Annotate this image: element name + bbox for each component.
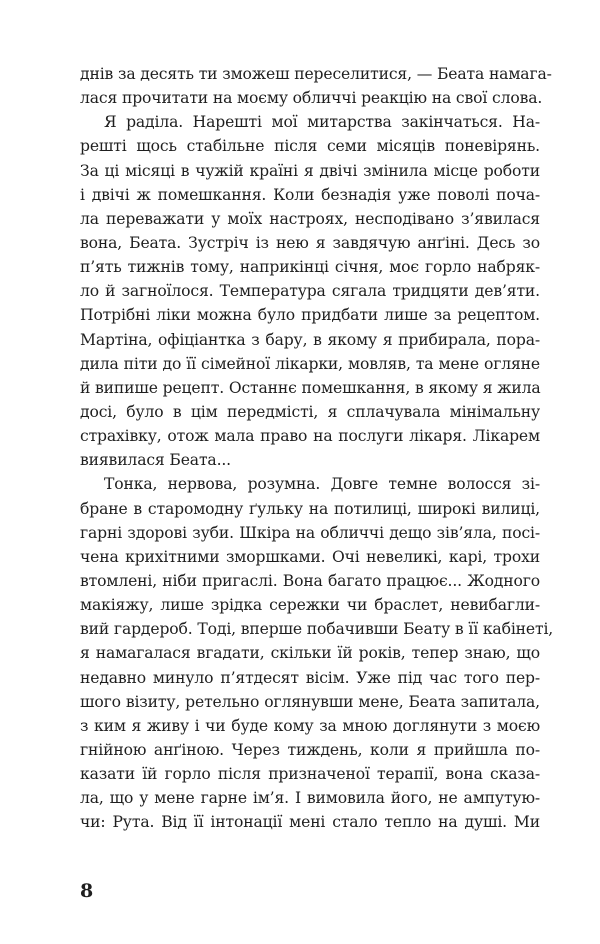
text-line: Потрібні ліки можна було придбати лише за рецептом. xyxy=(80,306,540,325)
text-line: ло й загноїлося. Температура сягала тридцяти дев’яти. xyxy=(80,282,540,301)
text-line: я намагалася вгадати, скільки їй років, тепер знаю, що xyxy=(80,644,540,663)
text-line: з ким я живу і чи буде кому за мною доглянути з моєю xyxy=(80,716,540,735)
text-line: гарні здорові зуби. Шкіра на обличчі дещо зів’яла, посі- xyxy=(80,523,540,542)
text-line: втомлені, ніби пригаслі. Вона багато працює... Жодного xyxy=(80,571,540,590)
text-line: вий гардероб. Тоді, вперше побачивши Беату в її кабінеті, xyxy=(80,620,554,639)
text-line: ла, що у мене гарне ім’я. І вимовила його, не ампутую- xyxy=(80,789,540,808)
text-line: чи: Рута. Від її інтонації мені стало тепло на душі. Ми xyxy=(80,813,540,832)
text-line: страхівку, отож мала право на послуги лікаря. Лікарем xyxy=(80,427,540,446)
paragraph-1 xyxy=(80,62,552,110)
text-line: дила піти до її сімейної лікарки, мовляв, та мене огляне xyxy=(80,354,540,373)
text-line: п’ять тижнів тому, наприкінці січня, моє горло набряк- xyxy=(80,258,540,277)
text-line: вона, Беата. Зустріч із нею я завдячую анґіні. Десь зо xyxy=(80,233,540,252)
text-line: казати їй горло після призначеної терапії, вона сказа- xyxy=(80,765,540,784)
text-line: гнійною анґіною. Через тиждень, коли я прийшла по- xyxy=(80,740,540,759)
text-line: лася прочитати на моєму обличчі реакцію на свої слова. xyxy=(80,89,543,108)
text-line: макіяжу, лише зрідка сережки чи браслет, невибагли- xyxy=(80,596,540,615)
text-line: днів за десять ти зможеш переселитися, — Беата намага- xyxy=(80,65,552,83)
paragraph-2 xyxy=(80,110,540,472)
text-line: чена крихітними зморшками. Очі невеликі, карі, трохи xyxy=(80,547,540,566)
text-line: Я раділа. Нарешті мої митарства закінчаться. На- xyxy=(104,113,540,132)
text-line: і двічі ж помешкання. Коли безнадія уже поволі поча- xyxy=(80,185,540,204)
text-line: решті щось стабільне після семи місяців поневірянь. xyxy=(80,137,540,156)
text-line: шого візиту, ретельно оглянувши мене, Беата запитала, xyxy=(80,692,540,711)
text-line: ла переважати у моїх настроях, несподівано з’явилася xyxy=(80,209,540,228)
paragraph-3 xyxy=(80,472,554,834)
text-line: Мартіна, офіціантка з бару, в якому я прибирала, пора- xyxy=(80,330,540,349)
text-line: недавно минуло п’ятдесят вісім. Уже під час того пер- xyxy=(80,668,540,687)
text-line: виявилася Беата... xyxy=(80,451,231,470)
text-line: Тонка, нервова, розумна. Довге темне волосся зі- xyxy=(104,475,540,494)
text-line: й випише рецепт. Останнє помешкання, в якому я жила xyxy=(80,378,541,397)
text-line: За ці місяці в чужій країні я двічі змінила місце роботи xyxy=(80,161,540,180)
text-line: бране в старомодну ґульку на потилиці, широкі вилиці, xyxy=(80,499,540,518)
body-text xyxy=(80,62,554,835)
text-line: досі, було в цім передмісті, я сплачувала мінімальну xyxy=(80,402,540,421)
page-number: 8 xyxy=(80,880,94,902)
